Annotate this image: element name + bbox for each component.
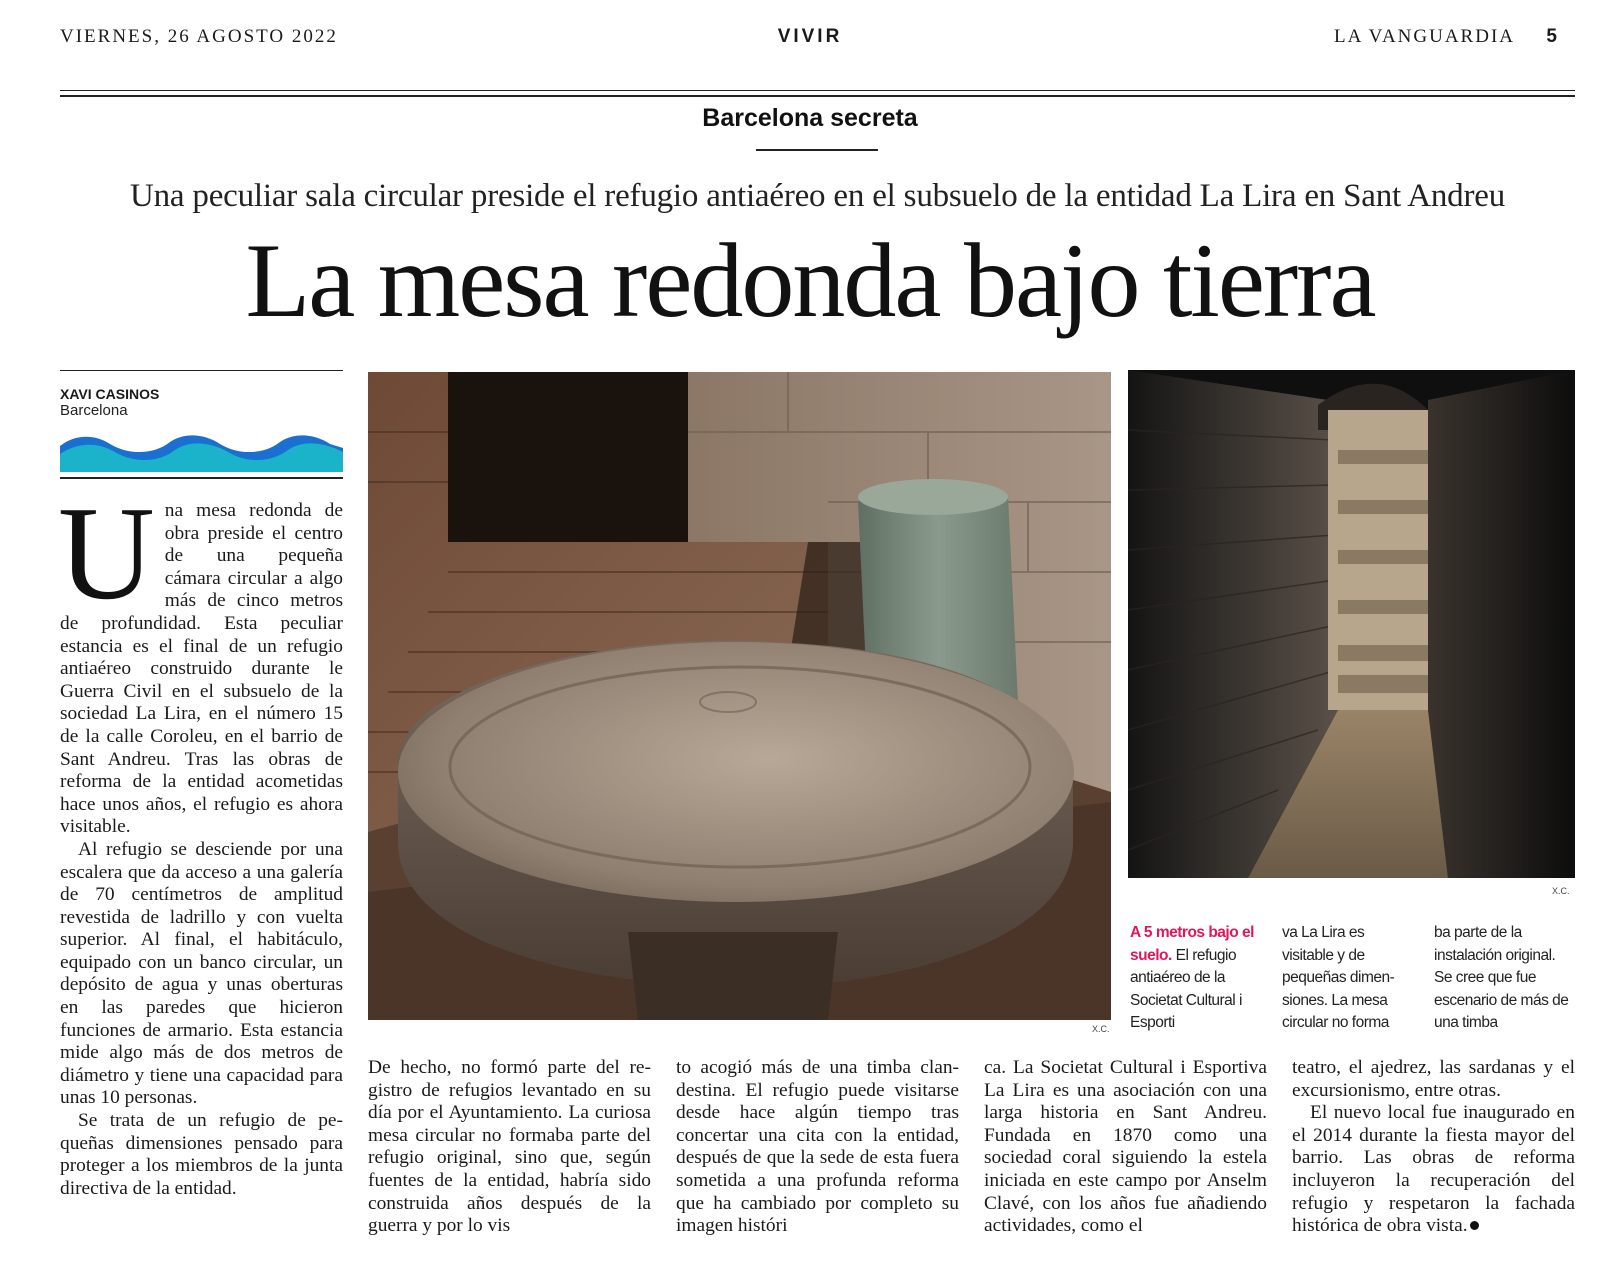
- main-photo-round-table: [368, 372, 1111, 1020]
- article-column-5: [1292, 1057, 1575, 1238]
- kicker: Barcelona secreta: [702, 104, 918, 132]
- kicker-rule: [756, 149, 878, 151]
- article-column-2: [368, 1057, 651, 1238]
- photo-caption-col-2: [1282, 922, 1418, 1035]
- photo-caption-col-3: [1434, 922, 1570, 1035]
- subheadline: Una peculiar sala circular preside el refugio antiaéreo en el subsuelo de la entidad La Lira en Sant Andreu: [129, 178, 1505, 214]
- wave-logo-icon: [60, 428, 343, 472]
- newspaper-name: LA VANGUARDIA: [1333, 26, 1515, 47]
- photo-credit: X.C.: [1552, 886, 1570, 896]
- paragraph: teatro, el ajedrez, las sardanas y el excursionismo, entre otras.: [1292, 1057, 1575, 1101]
- caption-lead: A 5 metros bajo el suelo.: [1130, 924, 1254, 964]
- paragraph: De hecho, no formó parte del registro de refugios levantado en su día por el Ayuntamiento. La curiosa mesa circular no formaba parte del refugio original, sino que, según fuentes de la entidad, habría sido construida años después de la guerra y por lo vis: [368, 1057, 651, 1237]
- article-column-1: [58, 479, 343, 1200]
- photo-credit: X.C.: [1092, 1024, 1110, 1034]
- headline: La mesa redonda bajo tierra: [245, 222, 1375, 339]
- side-photo-tunnel: [1128, 370, 1575, 878]
- byline-rule: [60, 370, 343, 371]
- caption-text: va La Lira es visitable y de pequeñas dimensiones. La mesa circular no forma: [1282, 924, 1395, 1032]
- section-name: VIVIR: [777, 26, 843, 47]
- article-column-3: [676, 1057, 959, 1238]
- dateline-place: Barcelona: [60, 402, 128, 419]
- paragraph: na mesa redonda de obra preside el centro de una pequeña cámara circular a algo más de cinco metros de profundidad. Esta peculiar estancia es el final de un refugio antiaéreo construido durante le Guerra Civil en el subsuelo de la sociedad La Lira, en el número 15 de la calle Coroleu, en el barrio de Sant Andreu. Tras las obras de reforma de la entidad acometidas hace unos años, el refugio es ahora visitable.: [60, 500, 343, 838]
- drop-cap: U: [58, 479, 155, 627]
- paragraph: [1292, 1102, 1575, 1238]
- page-number: 5: [1546, 26, 1557, 47]
- article-column-4: [984, 1057, 1267, 1238]
- author-name: XAVI CASINOS: [60, 386, 160, 402]
- paragraph: to acogió más de una timba clandestina. El refugio puede visitarse desde hace algún tiempo tras concertar una cita con la entidad, después de que la sede de esta fuera sometida a una profunda reforma que ha cambiado por completo su imagen históri: [676, 1057, 959, 1237]
- issue-date: VIERNES, 26 AGOSTO 2022: [60, 26, 338, 47]
- paragraph: Se trata de un refugio de pequeñas dimensiones pensado para proteger a los miembros de la junta directiva de la entidad.: [60, 1110, 343, 1199]
- masthead-rule-top: [60, 90, 1575, 91]
- photo-caption-col-1: [1130, 922, 1266, 1035]
- end-of-article-icon: [1470, 1221, 1479, 1230]
- paragraph-text: El nuevo local fue inaugurado en el 2014 durante la fiesta mayor del barrio. Las obras de reforma incluyeron la recuperación del refugio y respetaron la fachada histórica de obra vista.: [1292, 1102, 1575, 1237]
- paragraph: Al refugio se desciende por una escalera que da acceso a una galería de 70 centímetros de amplitud revestida de ladrillo y con vuelta superior. Al final, el habitáculo, equipado con un banco circular, un depósito de agua y unas oberturas en las paredes que hicieron funciones de armario. Esta estancia mide algo más de dos metros de diámetro y tiene una capacidad para unas 10 personas.: [60, 838, 343, 1109]
- caption-text: ba parte de la instalación original. Se cree que fue escenario de más de una timba: [1434, 924, 1569, 1032]
- caption-text: El refugio antiaéreo de la Societat Cultural i Esporti: [1130, 946, 1242, 1032]
- paragraph: ca. La Societat Cultural i Esportiva La Lira es una asociación con una larga historia en Sant Andreu. Fundada en 1870 como una sociedad coral siguiendo la estela iniciada en este campo por Anselm Clavé, con los años fue añadiendo actividades, como el: [984, 1057, 1267, 1237]
- masthead-rule-bottom: [60, 95, 1575, 97]
